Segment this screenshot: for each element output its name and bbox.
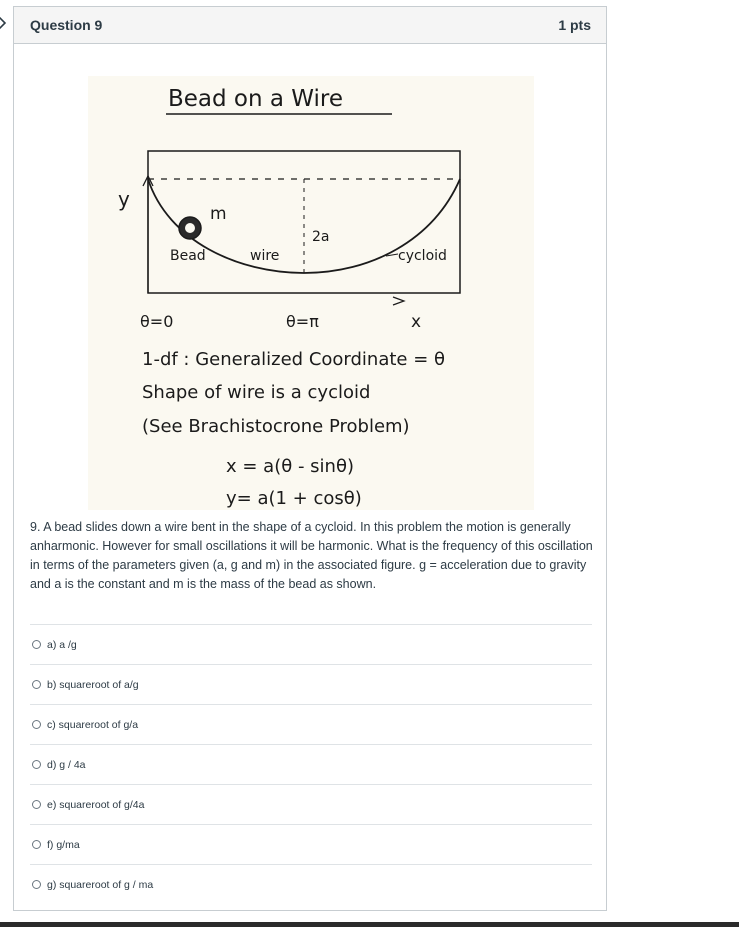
radio-button[interactable] [32,840,41,849]
answer-option-g[interactable] [30,864,592,904]
radio-button[interactable] [32,680,41,689]
radio-button[interactable] [32,720,41,729]
answer-option-b[interactable] [30,664,592,704]
figure-title: Bead on a Wire [168,86,344,112]
question-header [14,7,606,44]
answer-option-a[interactable] [30,624,592,664]
answer-label: c) squareroot of g/a [47,718,139,731]
figure-eq-1: x = a(θ - sinθ) [226,456,355,477]
answer-label: e) squareroot of g/4a [47,798,145,811]
figure-eq-2: y= a(1 + cosθ) [226,488,362,509]
question-text: 9. A bead slides down a wire bent in the shape of a cycloid. In this problem the motion is generally anharmonic. However for small oscillations it will be harmonic. What is the frequency of this oscillation in terms of the parameters given (a, g and m) in the associated figure. g = acceleration due to gravity and a is the constant and m is the mass of the bead as shown. [30,520,593,591]
answer-label: f) g/ma [47,838,80,851]
answer-label: a) a /g [47,638,77,651]
answer-label: d) g / 4a [47,758,86,771]
label-m: m [210,204,227,224]
label-y: y [118,187,130,211]
figure-line-2: Shape of wire is a cycloid [142,382,371,403]
label-theta-0: θ=0 [140,312,174,331]
question-title: Question 9 [30,17,103,33]
label-cycloid: cycloid [398,248,447,264]
label-x: x [411,312,422,332]
answer-list [30,624,592,904]
label-2a: 2a [312,229,330,245]
question-points: 1 pts [558,17,591,33]
radio-button[interactable] [32,880,41,889]
label-wire: wire [250,248,280,264]
answer-option-f[interactable] [30,824,592,864]
answer-option-e[interactable] [30,784,592,824]
chevron-left-icon[interactable] [0,14,7,32]
radio-button[interactable] [32,640,41,649]
figure-line-1: 1-df : Generalized Coordinate = θ [142,349,446,370]
bottom-bar [0,922,739,927]
answer-label: b) squareroot of a/g [47,678,139,691]
radio-button[interactable] [32,760,41,769]
bead-on-wire-figure [88,76,534,510]
question-card [13,6,607,911]
answer-option-c[interactable] [30,704,592,744]
label-theta-pi: θ=π [286,312,319,331]
label-bead: Bead [170,248,206,264]
answer-option-d[interactable] [30,744,592,784]
radio-button[interactable] [32,800,41,809]
figure-line-3: (See Brachistocrone Problem) [142,416,410,437]
answer-label: g) squareroot of g / ma [47,878,154,891]
